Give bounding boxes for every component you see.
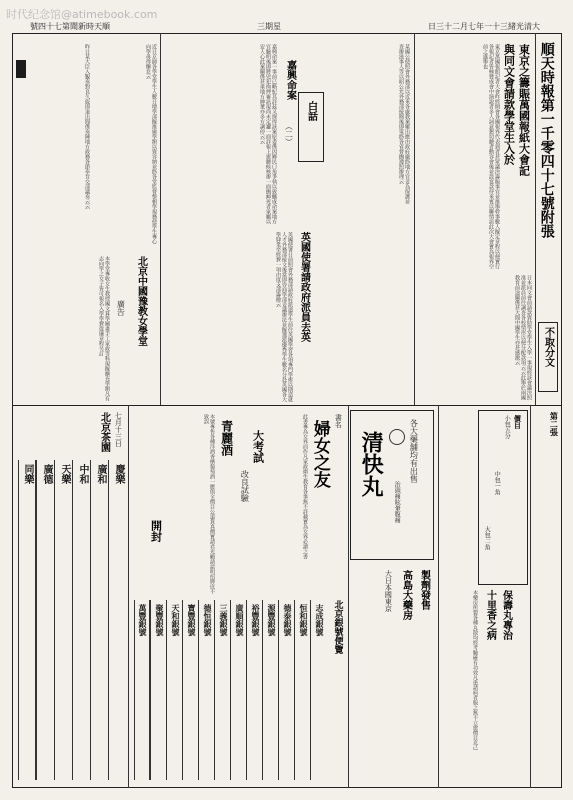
article-body-3: 某國公使照會外務部以近來各處教案屢出應由政府嚴飭地方官妥為保護並查辦滋事人等以昭公允外務部接閱後即電飭各省督撫遵照辦理云 (398, 44, 410, 204)
header-weekday: 三期星 (257, 21, 281, 31)
bank-8: 德恒銀號 (198, 600, 214, 780)
side-label: 白話 (305, 101, 317, 121)
section-divider (12, 405, 562, 406)
theater-5: 廣德 (36, 460, 54, 780)
book-body: 此書專為女界而作凡家政衛生教育各事無不詳載實為女界必讀之書 (302, 414, 308, 559)
school-ad-title: 北京中國豫教女學堂 (135, 256, 147, 346)
theater-2: 廣和 (90, 460, 108, 780)
article-body-4: 近日京師各學堂學生人數日增學部擬推廣學額以資容納並飭各堂監督整頓學規務使學生專心向學毋得懈怠云 (145, 44, 157, 244)
theater-3: 中和 (72, 460, 90, 780)
price-table-header: 價目 (513, 415, 523, 429)
bank-12: 萬豐銀號 (134, 600, 150, 780)
bank-10: 天和銀號 (166, 600, 182, 780)
case-number: （二） (284, 122, 294, 146)
wine-body: 本號專售各種洋酒香檳葡萄酒一應俱全價目公道貨真價實諸君光顧請認明招牌庶不致誤 (203, 414, 215, 594)
jp-store: 大日本國東京 (384, 570, 393, 612)
theater-4: 天樂 (54, 460, 72, 780)
case-body: 嘉興命案一事前已略紀其詳茲又探得該案原委係因鄉民口角爭執以致釀成命案地方官驗明後即將兇犯拘押審訊現尚未定讞一面詳報上憲聽候核辦一面撫卹死者家屬以安人心此案關係甚重地方紳董亦多方調停云云 (259, 44, 277, 224)
price-row-3: 大包二角 (483, 526, 491, 550)
price-row-1: 小包五分 (503, 415, 511, 439)
theater-list (18, 460, 126, 780)
qingkuai-title: 清快丸 (358, 431, 385, 497)
kaoshi-ad: 大考試 (251, 430, 265, 463)
header-date: 日三十二月七年一十三緒光清大 (428, 21, 540, 31)
price-note-box (538, 322, 558, 392)
tea-shop-title: 北京茶園 (98, 412, 110, 452)
book-title: 婦女之友 (309, 420, 330, 488)
kaifeng-label: 開封 (149, 520, 163, 542)
section-two-marker: 第二張 (549, 412, 560, 436)
qingkuai-subtitle: 各大藥舖均有出售 (409, 419, 419, 483)
bank-11: 聚豐銀號 (150, 600, 166, 780)
bank-1: 志成銀號 (310, 600, 326, 780)
article-body-2: 日本同文會前請款資助學堂學生入學一事現經該會議決照准並派員前往調查各校情形以便分配款項云云此舉於兩國教育前途關係甚大聞中國學生亦甚感激云 (514, 275, 532, 400)
book-subtitle: 書名 (334, 414, 343, 428)
price-row-2: 中包一角 (493, 471, 501, 495)
article-body-5: 昨日某大臣入覲奏對良久旋即退出聞係奏陳地方政務各節奉旨交部議奏云云 (84, 44, 90, 209)
headline-top-right-2: 與同文會請款學堂生入於 (502, 44, 516, 165)
bank-6: 廣順銀號 (230, 600, 246, 780)
shi-li-ad: 十里香之病 (484, 590, 496, 640)
visit-title: 英國使署請政府派員去英 (298, 232, 310, 342)
theater-1: 慶樂 (108, 460, 126, 780)
price-table (478, 410, 528, 585)
theater-6: 同樂 (18, 460, 36, 780)
case-title: 嘉興命案 (284, 60, 296, 100)
visit-body: 英國使署日前照會外務部請政府派遣學生前往英國學習各項專門學術以期造就人才外務部接文後當即咨商學部妥議辦法並擬選派優秀學生數名分赴英國各大學肄業至經費一項由度支部籌撥云 (275, 232, 293, 402)
side-label-box (298, 92, 324, 162)
header-issue: 號四十七第聞新時天順 (30, 21, 110, 31)
school-ad-body: 本學堂專收女生教授國文算學圖畫手工家政等科現擬擴充學額凡有志向學之女子皆可報名入學學費從廉章程另訂 (98, 256, 110, 401)
bank-2: 恒和銀號 (294, 600, 310, 780)
bank-7: 三義銀號 (214, 600, 230, 780)
qingkuai-ad-box (350, 410, 434, 560)
bank-list-title: 北京銀號便覽 (332, 600, 343, 654)
price-note: 不取分文 (542, 327, 554, 367)
qingkuai-note: 治頭痛眩暈腹痛 (393, 481, 401, 523)
bank-9: 寶豐銀號 (182, 600, 198, 780)
watermark-text: 时代纪念馆@atimebook.com (6, 8, 158, 21)
bank-5: 裕豐銀號 (246, 600, 262, 780)
bao-an-ad: 保壽丸專治 (500, 590, 512, 640)
bank-list (130, 600, 326, 780)
kaoshi-subtitle: 改良試驗 (240, 470, 250, 502)
masthead-title: 順天時報第一千零四十七號附張 (538, 42, 555, 238)
headline-top-right: 東京之籌賑萬國報紙大會記 (517, 44, 531, 176)
moon-date: 七月十三日 (114, 412, 123, 447)
bank-3: 德泰銀號 (278, 600, 294, 780)
bank-4: 源豐銀號 (262, 600, 278, 780)
wine-ad: 青麗酒 (219, 420, 234, 456)
page-header (30, 20, 540, 32)
bao-an-body: 本藥房所製各種丸散均經考驗確有功效凡患諸病者服之無不立愈價目克己 (472, 590, 478, 750)
school-ad-label: 廣告 (116, 300, 126, 316)
qingkuai-brand: 高島大藥房 (400, 570, 412, 620)
article-body-1: 東京萬國報館記者大會昨經開會各國報界代表到者甚眾議決籌賑事宜並推舉幹事數人擬定章程以便實行各報記者皆極贊成會中演說者多人詞意懇切聽者動容會後並設宴款待來賓以聯情誼此次大會實為報界空前之盛舉也 (482, 44, 500, 269)
maker-label: 製劑發售 (418, 570, 430, 610)
